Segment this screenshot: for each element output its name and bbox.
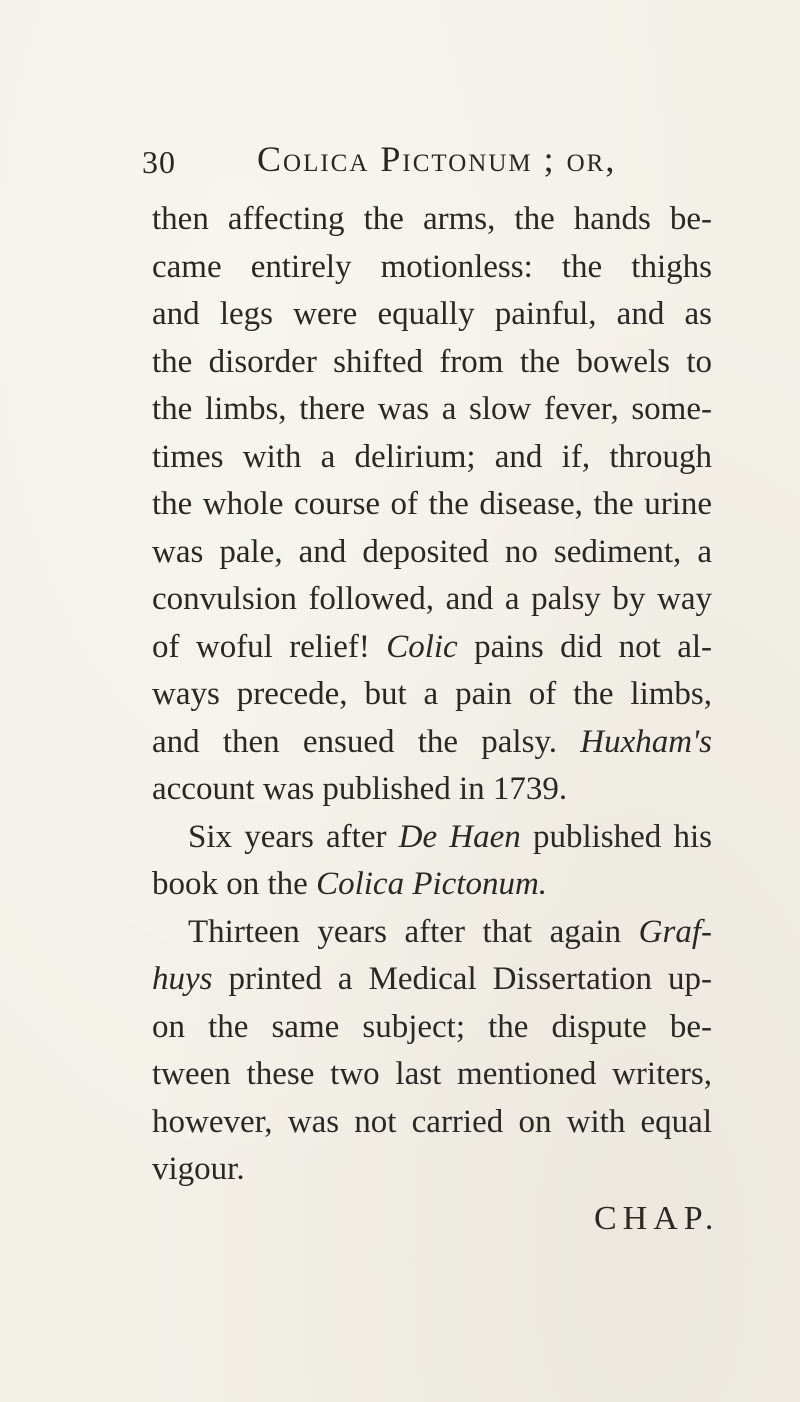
text-span: and then ensued the palsy. xyxy=(152,723,581,760)
text-line xyxy=(152,339,712,387)
text-span: on the same subject; the dispute be- xyxy=(152,1008,712,1045)
text-line xyxy=(152,481,712,529)
text-line xyxy=(152,244,712,292)
italic-text: huys xyxy=(152,961,213,997)
text-line xyxy=(152,671,712,719)
text-line xyxy=(152,434,712,482)
text-span: then affecting the arms, the hands be- xyxy=(152,201,712,237)
text-line xyxy=(152,624,712,672)
text-span: was pale, and deposited no sediment, a xyxy=(152,533,712,570)
text-span: ways precede, but a pain of the limbs, xyxy=(152,676,712,712)
text-line xyxy=(152,814,712,862)
text-span: published his xyxy=(520,818,712,855)
catchword: CHAP. xyxy=(594,1200,720,1237)
italic-text: Colica Pictonum. xyxy=(316,866,548,902)
page-header xyxy=(142,138,662,188)
italic-text: Huxham's xyxy=(580,723,712,760)
text-span: the whole course of the disease, the urine xyxy=(152,486,712,522)
text-span: Six years after xyxy=(188,818,399,855)
text-line xyxy=(152,386,712,434)
text-span: printed a Medical Dissertation up- xyxy=(212,961,712,997)
text-span: and legs were equally painful, and as xyxy=(152,296,712,332)
text-line xyxy=(152,909,712,957)
text-span: times with a delirium; and if, through xyxy=(152,438,712,475)
text-line xyxy=(152,196,712,244)
text-span: however, was not carried on with equal xyxy=(152,1103,712,1140)
text-line xyxy=(152,1146,712,1194)
text-span: came entirely motionless: the thighs xyxy=(152,248,712,285)
text-line xyxy=(152,861,712,909)
text-line xyxy=(152,1051,712,1099)
text-line xyxy=(152,576,712,624)
text-line xyxy=(152,529,712,577)
text-line xyxy=(152,1099,712,1147)
italic-text: Colic xyxy=(386,628,458,665)
running-title: Colica Pictonum ; or, xyxy=(257,139,617,179)
text-span: convulsion followed, and a palsy by way xyxy=(152,581,712,617)
text-span: pains did not al- xyxy=(457,628,712,665)
text-span: Thirteen years after that again xyxy=(188,913,639,950)
text-line xyxy=(152,719,712,767)
body-text xyxy=(152,196,712,1194)
text-span: book on the xyxy=(152,866,317,902)
text-span: account was published in 1739. xyxy=(152,771,568,807)
text-line xyxy=(152,1004,712,1052)
italic-text: De Haen xyxy=(398,818,521,855)
text-line xyxy=(152,766,712,814)
page-number: 30 xyxy=(142,144,176,180)
text-span: vigour. xyxy=(152,1151,245,1187)
text-span: the limbs, there was a slow fever, some- xyxy=(152,391,712,427)
text-line xyxy=(152,956,712,1004)
text-span: tween these two last mentioned writers, xyxy=(152,1056,712,1092)
text-span: of woful relief! xyxy=(152,628,387,665)
italic-text: Graf- xyxy=(638,913,712,950)
text-span: the disorder shifted from the bowels to xyxy=(152,343,712,380)
text-line xyxy=(152,291,712,339)
